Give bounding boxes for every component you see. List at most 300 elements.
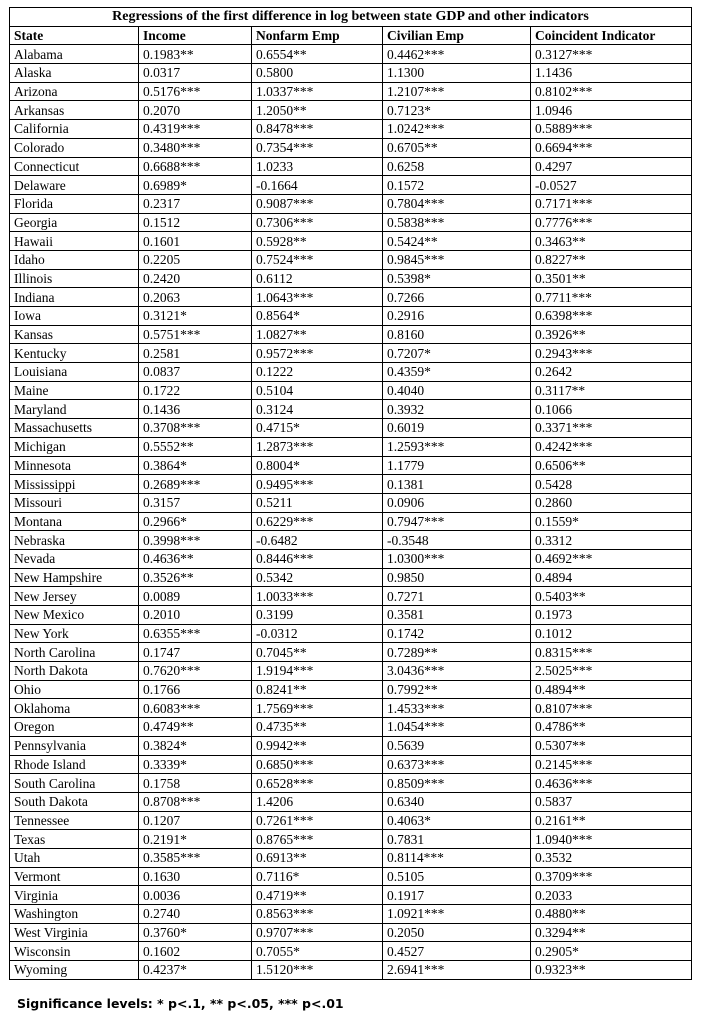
state-name-cell: Rhode Island — [10, 755, 139, 774]
table-row — [10, 381, 692, 400]
column-header-civilian-emp: Civilian Emp — [383, 26, 531, 45]
state-name-cell: Idaho — [10, 250, 139, 269]
state-name-cell: Wyoming — [10, 961, 139, 980]
nonfarm-emp-cell: 0.7354*** — [252, 138, 383, 157]
table-row — [10, 699, 692, 718]
state-name-cell: Massachusetts — [10, 419, 139, 438]
income-cell: 0.3526** — [139, 568, 252, 587]
nonfarm-emp-cell: 0.9707*** — [252, 923, 383, 942]
nonfarm-emp-cell: 1.0033*** — [252, 587, 383, 606]
state-name-cell: Minnesota — [10, 456, 139, 475]
civilian-emp-cell: 0.7831 — [383, 830, 531, 849]
table-row — [10, 848, 692, 867]
table-row — [10, 120, 692, 139]
income-cell: 0.3998*** — [139, 531, 252, 550]
nonfarm-emp-cell: -0.1664 — [252, 176, 383, 195]
income-cell: 0.2420 — [139, 269, 252, 288]
income-cell: 0.2191* — [139, 830, 252, 849]
nonfarm-emp-cell: 0.1222 — [252, 363, 383, 382]
column-header-coincident-indicator: Coincident Indicator — [531, 26, 692, 45]
state-name-cell: Alaska — [10, 64, 139, 83]
civilian-emp-cell: 0.4040 — [383, 381, 531, 400]
state-name-cell: Wisconsin — [10, 942, 139, 961]
income-cell: 0.8708*** — [139, 792, 252, 811]
coincident-indicator-cell: -0.0527 — [531, 176, 692, 195]
income-cell: 0.1630 — [139, 867, 252, 886]
table-row — [10, 905, 692, 924]
income-cell: 0.0837 — [139, 363, 252, 382]
table-row — [10, 213, 692, 232]
civilian-emp-cell: 0.2050 — [383, 923, 531, 942]
civilian-emp-cell: 1.0921*** — [383, 905, 531, 924]
nonfarm-emp-cell: 0.8563*** — [252, 905, 383, 924]
civilian-emp-cell: 0.5398* — [383, 269, 531, 288]
table-row — [10, 736, 692, 755]
table-row — [10, 250, 692, 269]
coincident-indicator-cell: 0.9323** — [531, 961, 692, 980]
income-cell: 0.3339* — [139, 755, 252, 774]
state-name-cell: New York — [10, 624, 139, 643]
income-cell: 0.4749** — [139, 718, 252, 737]
civilian-emp-cell: 0.3932 — [383, 400, 531, 419]
civilian-emp-cell: 0.6373*** — [383, 755, 531, 774]
civilian-emp-cell: 0.7271 — [383, 587, 531, 606]
state-name-cell: Mississippi — [10, 475, 139, 494]
civilian-emp-cell: 0.7947*** — [383, 512, 531, 531]
table-row — [10, 512, 692, 531]
table-title: Regressions of the first difference in log between state GDP and other indicators — [10, 8, 692, 27]
civilian-emp-cell: 1.0300*** — [383, 549, 531, 568]
nonfarm-emp-cell: 0.9942** — [252, 736, 383, 755]
state-name-cell: California — [10, 120, 139, 139]
coincident-indicator-cell: 0.2145*** — [531, 755, 692, 774]
income-cell: 0.6355*** — [139, 624, 252, 643]
table-row — [10, 176, 692, 195]
nonfarm-emp-cell: 0.4715* — [252, 419, 383, 438]
nonfarm-emp-cell: 0.7306*** — [252, 213, 383, 232]
coincident-indicator-cell: 0.1066 — [531, 400, 692, 419]
coincident-indicator-cell: 0.3294** — [531, 923, 692, 942]
table-body — [10, 45, 692, 979]
coincident-indicator-cell: 0.2161** — [531, 811, 692, 830]
civilian-emp-cell: 0.6019 — [383, 419, 531, 438]
table-row — [10, 363, 692, 382]
civilian-emp-cell: 0.3581 — [383, 606, 531, 625]
state-name-cell: Pennsylvania — [10, 736, 139, 755]
nonfarm-emp-cell: 1.7569*** — [252, 699, 383, 718]
income-cell: 0.4319*** — [139, 120, 252, 139]
state-name-cell: Utah — [10, 848, 139, 867]
table-row — [10, 288, 692, 307]
coincident-indicator-cell: 0.2943*** — [531, 344, 692, 363]
income-cell: 0.6083*** — [139, 699, 252, 718]
state-name-cell: Connecticut — [10, 157, 139, 176]
state-name-cell: Illinois — [10, 269, 139, 288]
civilian-emp-cell: 0.4063* — [383, 811, 531, 830]
coincident-indicator-cell: 1.0946 — [531, 101, 692, 120]
state-name-cell: Missouri — [10, 493, 139, 512]
income-cell: 0.2581 — [139, 344, 252, 363]
coincident-indicator-cell: 0.4242*** — [531, 437, 692, 456]
table-row — [10, 923, 692, 942]
nonfarm-emp-cell: 1.0827** — [252, 325, 383, 344]
table-row — [10, 456, 692, 475]
coincident-indicator-cell: 0.5307** — [531, 736, 692, 755]
column-header-income: Income — [139, 26, 252, 45]
income-cell: 0.1983** — [139, 45, 252, 64]
state-name-cell: Alabama — [10, 45, 139, 64]
table-row — [10, 400, 692, 419]
table-row — [10, 138, 692, 157]
table-row — [10, 643, 692, 662]
income-cell: 0.3708*** — [139, 419, 252, 438]
nonfarm-emp-cell: 0.5211 — [252, 493, 383, 512]
state-name-cell: New Mexico — [10, 606, 139, 625]
civilian-emp-cell: 0.7123* — [383, 101, 531, 120]
civilian-emp-cell: 0.6340 — [383, 792, 531, 811]
table-row — [10, 232, 692, 251]
nonfarm-emp-cell: 1.0233 — [252, 157, 383, 176]
coincident-indicator-cell: 0.3312 — [531, 531, 692, 550]
coincident-indicator-cell: 0.4692*** — [531, 549, 692, 568]
state-name-cell: Washington — [10, 905, 139, 924]
state-name-cell: South Carolina — [10, 774, 139, 793]
state-name-cell: South Dakota — [10, 792, 139, 811]
civilian-emp-cell: 0.8160 — [383, 325, 531, 344]
coincident-indicator-cell: 0.3501** — [531, 269, 692, 288]
income-cell: 0.1722 — [139, 381, 252, 400]
state-name-cell: Florida — [10, 194, 139, 213]
state-name-cell: Maine — [10, 381, 139, 400]
table-row — [10, 606, 692, 625]
income-cell: 0.3760* — [139, 923, 252, 942]
income-cell: 0.3480*** — [139, 138, 252, 157]
table-row — [10, 531, 692, 550]
nonfarm-emp-cell: 0.5928** — [252, 232, 383, 251]
income-cell: 0.1512 — [139, 213, 252, 232]
income-cell: 0.1766 — [139, 680, 252, 699]
nonfarm-emp-cell: -0.0312 — [252, 624, 383, 643]
civilian-emp-cell: 1.0242*** — [383, 120, 531, 139]
regression-table — [9, 7, 692, 980]
income-cell: 0.1758 — [139, 774, 252, 793]
income-cell: 0.0036 — [139, 886, 252, 905]
civilian-emp-cell: 1.1779 — [383, 456, 531, 475]
coincident-indicator-cell: 0.3371*** — [531, 419, 692, 438]
table-row — [10, 82, 692, 101]
civilian-emp-cell: 0.9850 — [383, 568, 531, 587]
civilian-emp-cell: 1.4533*** — [383, 699, 531, 718]
state-name-cell: Nebraska — [10, 531, 139, 550]
coincident-indicator-cell: 0.5837 — [531, 792, 692, 811]
table-row — [10, 549, 692, 568]
table-row — [10, 680, 692, 699]
income-cell: 0.3157 — [139, 493, 252, 512]
coincident-indicator-cell: 0.1559* — [531, 512, 692, 531]
nonfarm-emp-cell: 1.9194*** — [252, 662, 383, 681]
coincident-indicator-cell: 0.3926** — [531, 325, 692, 344]
table-row — [10, 475, 692, 494]
nonfarm-emp-cell: 0.8478*** — [252, 120, 383, 139]
coincident-indicator-cell: 0.6398*** — [531, 307, 692, 326]
nonfarm-emp-cell: 0.6913** — [252, 848, 383, 867]
income-cell: 0.2205 — [139, 250, 252, 269]
coincident-indicator-cell: 0.5403** — [531, 587, 692, 606]
nonfarm-emp-cell: 0.8765*** — [252, 830, 383, 849]
nonfarm-emp-cell: 0.7261*** — [252, 811, 383, 830]
table-row — [10, 718, 692, 737]
state-name-cell: New Jersey — [10, 587, 139, 606]
state-name-cell: Georgia — [10, 213, 139, 232]
civilian-emp-cell: 0.4462*** — [383, 45, 531, 64]
table-row — [10, 269, 692, 288]
civilian-emp-cell: 0.7992** — [383, 680, 531, 699]
civilian-emp-cell: 0.7207* — [383, 344, 531, 363]
coincident-indicator-cell: 0.8315*** — [531, 643, 692, 662]
income-cell: 0.2689*** — [139, 475, 252, 494]
table-row — [10, 325, 692, 344]
table-row — [10, 624, 692, 643]
income-cell: 0.3824* — [139, 736, 252, 755]
income-cell: 0.5552** — [139, 437, 252, 456]
state-name-cell: Hawaii — [10, 232, 139, 251]
civilian-emp-cell: 1.2107*** — [383, 82, 531, 101]
coincident-indicator-cell: 0.1012 — [531, 624, 692, 643]
table-row — [10, 344, 692, 363]
nonfarm-emp-cell: 0.3199 — [252, 606, 383, 625]
coincident-indicator-cell: 0.8227** — [531, 250, 692, 269]
table-row — [10, 45, 692, 64]
nonfarm-emp-cell: 0.8564* — [252, 307, 383, 326]
income-cell: 0.6989* — [139, 176, 252, 195]
column-header-state: State — [10, 26, 139, 45]
state-name-cell: Maryland — [10, 400, 139, 419]
income-cell: 0.4636** — [139, 549, 252, 568]
state-name-cell: North Carolina — [10, 643, 139, 662]
civilian-emp-cell: 0.1742 — [383, 624, 531, 643]
nonfarm-emp-cell: 0.7116* — [252, 867, 383, 886]
state-name-cell: Ohio — [10, 680, 139, 699]
income-cell: 0.2740 — [139, 905, 252, 924]
table-row — [10, 64, 692, 83]
income-cell: 0.7620*** — [139, 662, 252, 681]
income-cell: 0.1601 — [139, 232, 252, 251]
civilian-emp-cell: 1.1300 — [383, 64, 531, 83]
state-name-cell: Kentucky — [10, 344, 139, 363]
coincident-indicator-cell: 0.2905* — [531, 942, 692, 961]
coincident-indicator-cell: 0.3117** — [531, 381, 692, 400]
nonfarm-emp-cell: 0.8004* — [252, 456, 383, 475]
table-row — [10, 568, 692, 587]
income-cell: 0.5751*** — [139, 325, 252, 344]
nonfarm-emp-cell: 1.0337*** — [252, 82, 383, 101]
state-name-cell: Nevada — [10, 549, 139, 568]
civilian-emp-cell: 0.5639 — [383, 736, 531, 755]
nonfarm-emp-cell: 0.9495*** — [252, 475, 383, 494]
table-row — [10, 437, 692, 456]
header-row — [10, 26, 692, 45]
nonfarm-emp-cell: 0.6528*** — [252, 774, 383, 793]
coincident-indicator-cell: 0.3709*** — [531, 867, 692, 886]
civilian-emp-cell: 0.5424** — [383, 232, 531, 251]
coincident-indicator-cell: 0.3463** — [531, 232, 692, 251]
nonfarm-emp-cell: 0.5104 — [252, 381, 383, 400]
civilian-emp-cell: 0.8509*** — [383, 774, 531, 793]
state-name-cell: New Hampshire — [10, 568, 139, 587]
table-row — [10, 886, 692, 905]
income-cell: 0.0089 — [139, 587, 252, 606]
coincident-indicator-cell: 0.8107*** — [531, 699, 692, 718]
coincident-indicator-cell: 0.2860 — [531, 493, 692, 512]
civilian-emp-cell: 0.1572 — [383, 176, 531, 195]
income-cell: 0.2063 — [139, 288, 252, 307]
civilian-emp-cell: 0.7289** — [383, 643, 531, 662]
civilian-emp-cell: 0.6705** — [383, 138, 531, 157]
income-cell: 0.2966* — [139, 512, 252, 531]
state-name-cell: Vermont — [10, 867, 139, 886]
income-cell: 0.1207 — [139, 811, 252, 830]
nonfarm-emp-cell: -0.6482 — [252, 531, 383, 550]
civilian-emp-cell: 0.1917 — [383, 886, 531, 905]
table-row — [10, 587, 692, 606]
nonfarm-emp-cell: 1.0643*** — [252, 288, 383, 307]
coincident-indicator-cell: 0.3127*** — [531, 45, 692, 64]
civilian-emp-cell: 0.7266 — [383, 288, 531, 307]
table-row — [10, 961, 692, 980]
coincident-indicator-cell: 0.5889*** — [531, 120, 692, 139]
state-name-cell: West Virginia — [10, 923, 139, 942]
state-name-cell: Arizona — [10, 82, 139, 101]
significance-footnote: Significance levels: * p<.1, ** p<.05, *** p<.01 — [17, 996, 344, 1011]
civilian-emp-cell: 0.0906 — [383, 493, 531, 512]
column-header-nonfarm-emp: Nonfarm Emp — [252, 26, 383, 45]
nonfarm-emp-cell: 0.5800 — [252, 64, 383, 83]
table-row — [10, 755, 692, 774]
civilian-emp-cell: 0.9845*** — [383, 250, 531, 269]
coincident-indicator-cell: 0.4636*** — [531, 774, 692, 793]
state-name-cell: Iowa — [10, 307, 139, 326]
nonfarm-emp-cell: 0.7045** — [252, 643, 383, 662]
civilian-emp-cell: 0.8114*** — [383, 848, 531, 867]
civilian-emp-cell: 0.1381 — [383, 475, 531, 494]
coincident-indicator-cell: 0.5428 — [531, 475, 692, 494]
coincident-indicator-cell: 1.1436 — [531, 64, 692, 83]
table-row — [10, 774, 692, 793]
civilian-emp-cell: 0.5838*** — [383, 213, 531, 232]
income-cell: 0.2070 — [139, 101, 252, 120]
table-row — [10, 830, 692, 849]
civilian-emp-cell: 0.6258 — [383, 157, 531, 176]
income-cell: 0.3121* — [139, 307, 252, 326]
income-cell: 0.1747 — [139, 643, 252, 662]
nonfarm-emp-cell: 0.7055* — [252, 942, 383, 961]
nonfarm-emp-cell: 0.6112 — [252, 269, 383, 288]
civilian-emp-cell: 0.7804*** — [383, 194, 531, 213]
civilian-emp-cell: 0.4527 — [383, 942, 531, 961]
income-cell: 0.5176*** — [139, 82, 252, 101]
state-name-cell: Colorado — [10, 138, 139, 157]
nonfarm-emp-cell: 0.4719** — [252, 886, 383, 905]
nonfarm-emp-cell: 0.9572*** — [252, 344, 383, 363]
civilian-emp-cell: 2.6941*** — [383, 961, 531, 980]
table-row — [10, 493, 692, 512]
coincident-indicator-cell: 0.7711*** — [531, 288, 692, 307]
state-name-cell: Louisiana — [10, 363, 139, 382]
title-row — [10, 8, 692, 27]
nonfarm-emp-cell: 0.9087*** — [252, 194, 383, 213]
nonfarm-emp-cell: 1.5120*** — [252, 961, 383, 980]
table-row — [10, 867, 692, 886]
state-name-cell: Arkansas — [10, 101, 139, 120]
nonfarm-emp-cell: 0.6850*** — [252, 755, 383, 774]
income-cell: 0.0317 — [139, 64, 252, 83]
nonfarm-emp-cell: 0.6229*** — [252, 512, 383, 531]
income-cell: 0.1602 — [139, 942, 252, 961]
table-row — [10, 419, 692, 438]
coincident-indicator-cell: 0.2033 — [531, 886, 692, 905]
income-cell: 0.3585*** — [139, 848, 252, 867]
state-name-cell: Oregon — [10, 718, 139, 737]
income-cell: 0.2317 — [139, 194, 252, 213]
coincident-indicator-cell: 0.4894 — [531, 568, 692, 587]
nonfarm-emp-cell: 0.4735** — [252, 718, 383, 737]
nonfarm-emp-cell: 0.8446*** — [252, 549, 383, 568]
state-name-cell: Indiana — [10, 288, 139, 307]
table-row — [10, 157, 692, 176]
table-row — [10, 307, 692, 326]
income-cell: 0.2010 — [139, 606, 252, 625]
nonfarm-emp-cell: 1.2050** — [252, 101, 383, 120]
state-name-cell: Kansas — [10, 325, 139, 344]
coincident-indicator-cell: 0.4894** — [531, 680, 692, 699]
coincident-indicator-cell: 0.4786** — [531, 718, 692, 737]
nonfarm-emp-cell: 0.6554** — [252, 45, 383, 64]
income-cell: 0.3864* — [139, 456, 252, 475]
coincident-indicator-cell: 0.1973 — [531, 606, 692, 625]
civilian-emp-cell: 0.5105 — [383, 867, 531, 886]
civilian-emp-cell: 0.2916 — [383, 307, 531, 326]
civilian-emp-cell: 1.2593*** — [383, 437, 531, 456]
coincident-indicator-cell: 0.7171*** — [531, 194, 692, 213]
coincident-indicator-cell: 0.4297 — [531, 157, 692, 176]
income-cell: 0.4237* — [139, 961, 252, 980]
nonfarm-emp-cell: 0.5342 — [252, 568, 383, 587]
table-row — [10, 194, 692, 213]
income-cell: 0.1436 — [139, 400, 252, 419]
nonfarm-emp-cell: 0.3124 — [252, 400, 383, 419]
state-name-cell: Michigan — [10, 437, 139, 456]
civilian-emp-cell: -0.3548 — [383, 531, 531, 550]
table-row — [10, 662, 692, 681]
coincident-indicator-cell: 0.3532 — [531, 848, 692, 867]
coincident-indicator-cell: 0.6694*** — [531, 138, 692, 157]
nonfarm-emp-cell: 0.8241** — [252, 680, 383, 699]
table-row — [10, 101, 692, 120]
coincident-indicator-cell: 0.4880** — [531, 905, 692, 924]
coincident-indicator-cell: 1.0940*** — [531, 830, 692, 849]
table-row — [10, 792, 692, 811]
coincident-indicator-cell: 0.7776*** — [531, 213, 692, 232]
civilian-emp-cell: 0.4359* — [383, 363, 531, 382]
civilian-emp-cell: 3.0436*** — [383, 662, 531, 681]
state-name-cell: Delaware — [10, 176, 139, 195]
state-name-cell: Virginia — [10, 886, 139, 905]
table-row — [10, 811, 692, 830]
income-cell: 0.6688*** — [139, 157, 252, 176]
table-row — [10, 942, 692, 961]
coincident-indicator-cell: 2.5025*** — [531, 662, 692, 681]
coincident-indicator-cell: 0.6506** — [531, 456, 692, 475]
